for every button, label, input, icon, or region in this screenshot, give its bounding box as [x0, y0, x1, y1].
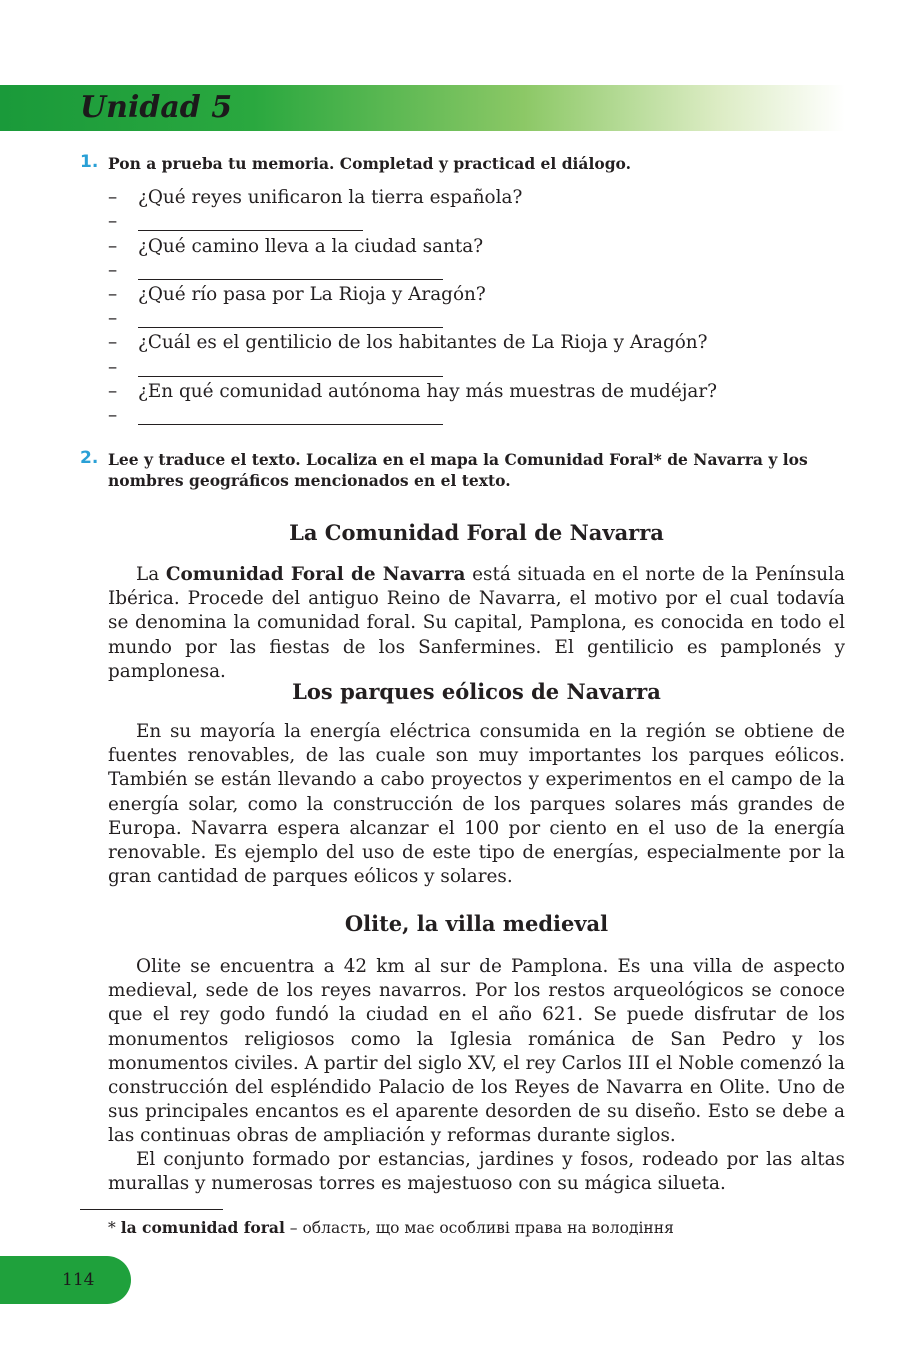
task-number-1: 1. — [80, 152, 99, 172]
dialog-answer-blank[interactable] — [108, 259, 848, 283]
dialog-dash: – — [108, 404, 118, 426]
dialog-question — [108, 186, 848, 210]
dialog-question-text: ¿En qué comunidad autónoma hay más muestras de mudéjar? — [138, 380, 718, 402]
paragraph-olite-2: El conjunto formado por estancias, jardines y fosos, rodeado por las altas murallas y numerosas torres es majestuoso con su mágica silueta. — [108, 1149, 845, 1195]
answer-blank-line[interactable] — [138, 261, 443, 280]
dialog-question — [108, 380, 848, 404]
unit-title: Unidad 5 — [80, 90, 233, 125]
task-instruction-2: Lee y traduce el texto. Localiza en el mapa la Comunidad Foral* de Navarra y los nombres geográficos mencionados en el texto. — [108, 450, 808, 490]
dialog-dash: – — [108, 211, 118, 233]
dialog-dash: – — [108, 187, 118, 209]
footnote-rule — [80, 1209, 223, 1210]
dialog-question-text: ¿Cuál es el gentilicio de los habitantes de La Rioja y Aragón? — [138, 332, 708, 354]
paragraph-text: está situada en el norte de la Península Ibérica. Procede del antiguo Reino de Navarra, el motivo por el cual todavía se denomina la comunidad foral. Su capital, Pamplona, es conocida en todo el mundo por las fiestas de los Sanfermines. El gentilicio es pamplonés y pamplonesa. — [108, 564, 845, 682]
dialog-exercise — [108, 186, 848, 428]
footnote-definition: – область, що має особливі права на володіння — [284, 1219, 674, 1237]
footnote-marker: * — [108, 1219, 121, 1237]
paragraph-olite-1: Olite se encuentra a 42 km al sur de Pamplona. Es una villa de aspecto medieval, sede de los reyes navarros. Por los restos arqueológicos se conoce que el rey godo fundó la ciudad en el año 621. Se puede disfrutar de los monumentos religiosos como la Iglesia románica de San Pedro y los monumentos civiles. A partir del siglo XV, el rey Carlos III el Noble comenzó la construcción del espléndido Palacio de los Reyes de Navarra en Olite. Uno de sus principales encantos es el aparente desorden de su diseño. Esto se debe a las continuas obras de ampliación y reformas durante siglos. — [108, 956, 845, 1147]
answer-blank-line[interactable] — [138, 358, 443, 377]
paragraph-text: La — [136, 564, 166, 585]
dialog-dash: – — [108, 283, 118, 305]
task-number-2: 2. — [80, 448, 99, 468]
dialog-question — [108, 283, 848, 307]
dialog-dash: – — [108, 380, 118, 402]
dialog-dash: – — [108, 356, 118, 378]
dialog-dash: – — [108, 235, 118, 257]
dialog-answer-blank[interactable] — [108, 404, 848, 428]
dialog-question-text: ¿Qué camino lleva a la ciudad santa? — [138, 235, 484, 257]
footnote — [108, 1217, 674, 1239]
answer-blank-line[interactable] — [138, 406, 443, 425]
paragraph-parques-eolicos: En su mayoría la energía eléctrica consumida en la región se obtiene de fuentes renovables, de las cuale son muy importantes los parques eólicos. También se están llevando a cabo proyectos y experimentos en el campo de la energía solar, como la construcción de los parques solares más grandes de Europa. Navarra espera alcanzar el 100 por ciento en el uso de la energía renovable. Es ejemplo del uso de este tipo de energías, especialmente por la gran cantidad de parques eólicos y solares. — [108, 721, 845, 888]
answer-blank-line[interactable] — [138, 212, 363, 231]
dialog-dash: – — [108, 308, 118, 330]
dialog-question-text: ¿Qué río pasa por La Rioja y Aragón? — [138, 283, 486, 305]
footnote-term: la comunidad foral — [120, 1218, 285, 1237]
dialog-question — [108, 331, 848, 355]
section-heading-olite: Olite, la villa medieval — [344, 911, 609, 936]
dialog-dash: – — [108, 259, 118, 281]
dialog-answer-blank[interactable] — [108, 307, 848, 331]
section-heading-comunidad-foral: La Comunidad Foral de Navarra — [289, 520, 664, 545]
dialog-answer-blank[interactable] — [108, 210, 848, 234]
dialog-answer-blank[interactable] — [108, 355, 848, 379]
dialog-question — [108, 234, 848, 258]
paragraph-comunidad-foral — [108, 563, 845, 684]
dialog-question-text: ¿Qué reyes unificaron la tierra española? — [138, 187, 523, 209]
section-heading-parques-eolicos: Los parques eólicos de Navarra — [292, 679, 661, 704]
answer-blank-line[interactable] — [138, 309, 443, 328]
page-number: 114 — [62, 1270, 95, 1290]
dialog-dash: – — [108, 332, 118, 354]
task-instruction-1: Pon a prueba tu memoria. Completad y practicad el diálogo. — [108, 154, 632, 173]
bold-term: Comunidad Foral de Navarra — [165, 564, 466, 585]
